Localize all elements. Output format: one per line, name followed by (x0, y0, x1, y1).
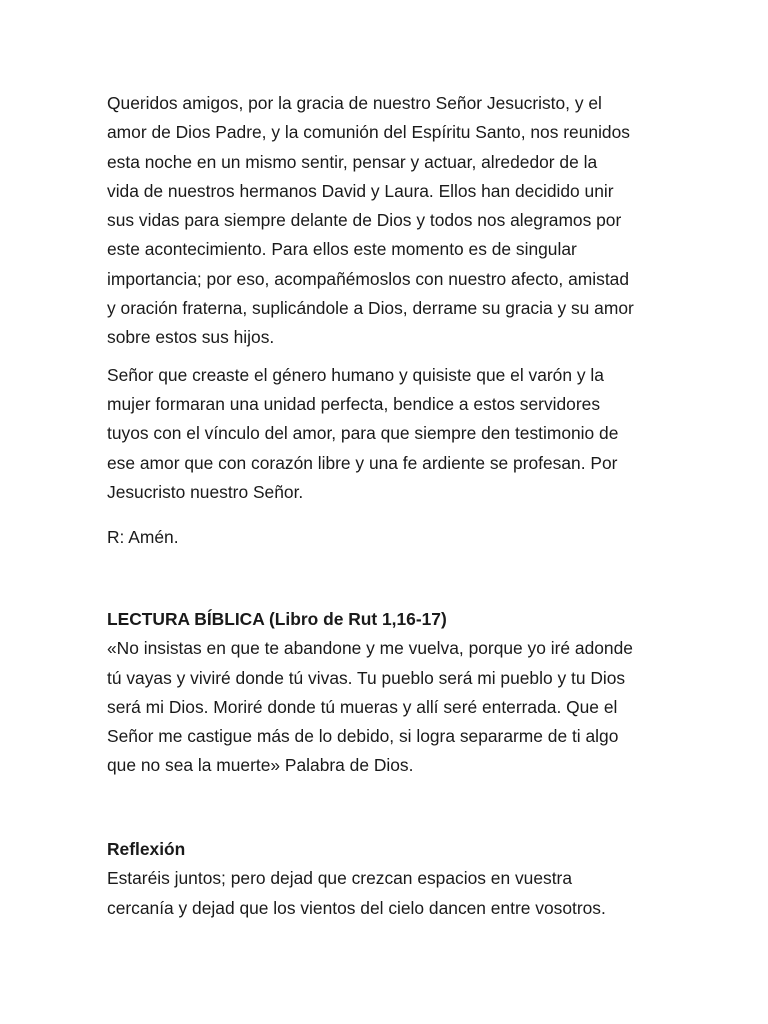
text-line: y oración fraterna, suplicándole a Dios, derrame su gracia y su amor (107, 298, 634, 319)
reading-heading: LECTURA BÍBLICA (Libro de Rut 1,16-17) (107, 609, 447, 629)
text-line: mujer formaran una unidad perfecta, bendice a estos servidores (107, 393, 601, 414)
intro-paragraph-2 (107, 361, 682, 507)
text-line: este acontecimiento. Para ellos este momento es de singular (107, 239, 577, 260)
text-line: cercanía y dejad que los vientos del cielo dancen entre vosotros. (107, 897, 606, 918)
intro-paragraph-1 (107, 89, 682, 353)
text-line: ese amor que con corazón libre y una fe ardiente se profesan. Por (107, 452, 618, 473)
text-line: amor de Dios Padre, y la comunión del Espíritu Santo, nos reunidos (107, 122, 630, 143)
text-line: vida de nuestros hermanos David y Laura. Ellos han decidido unir (107, 180, 614, 201)
text-line: importancia; por eso, acompañémoslos con nuestro afecto, amistad (107, 268, 629, 289)
intro-section (107, 89, 682, 507)
text-line: Señor que creaste el género humano y quisiste que el varón y la (107, 364, 604, 385)
text-line: Jesucristo nuestro Señor. (107, 481, 304, 502)
response-text (107, 523, 682, 552)
text-line: R: Amén. (107, 527, 179, 547)
text-line: será mi Dios. Moriré donde tú mueras y allí seré enterrada. Que el (107, 696, 618, 717)
text-line: esta noche en un mismo sentir, pensar y actuar, alrededor de la (107, 151, 598, 172)
text-line: tú vayas y viviré donde tú vivas. Tu pueblo será mi pueblo y tu Dios (107, 667, 626, 688)
reflection-section (107, 835, 682, 923)
text-line: «No insistas en que te abandone y me vuelva, porque yo iré adonde (107, 638, 633, 659)
text-line: sus vidas para siempre delante de Dios y todos nos alegramos por (107, 210, 622, 231)
text-line: que no sea la muerte» Palabra de Dios. (107, 755, 414, 776)
text-line: sobre estos sus hijos. (107, 327, 275, 348)
text-line: tuyos con el vínculo del amor, para que siempre den testimonio de (107, 423, 619, 444)
text-line: Queridos amigos, por la gracia de nuestro Señor Jesucristo, y el (107, 93, 602, 113)
text-line: Estaréis juntos; pero dejad que crezcan espacios en vuestra (107, 868, 572, 889)
response-section (107, 523, 682, 552)
text-line: Señor me castigue más de lo debido, si logra separarme de ti algo (107, 726, 619, 747)
reflection-heading: Reflexión (107, 839, 186, 859)
reading-section (107, 605, 682, 781)
